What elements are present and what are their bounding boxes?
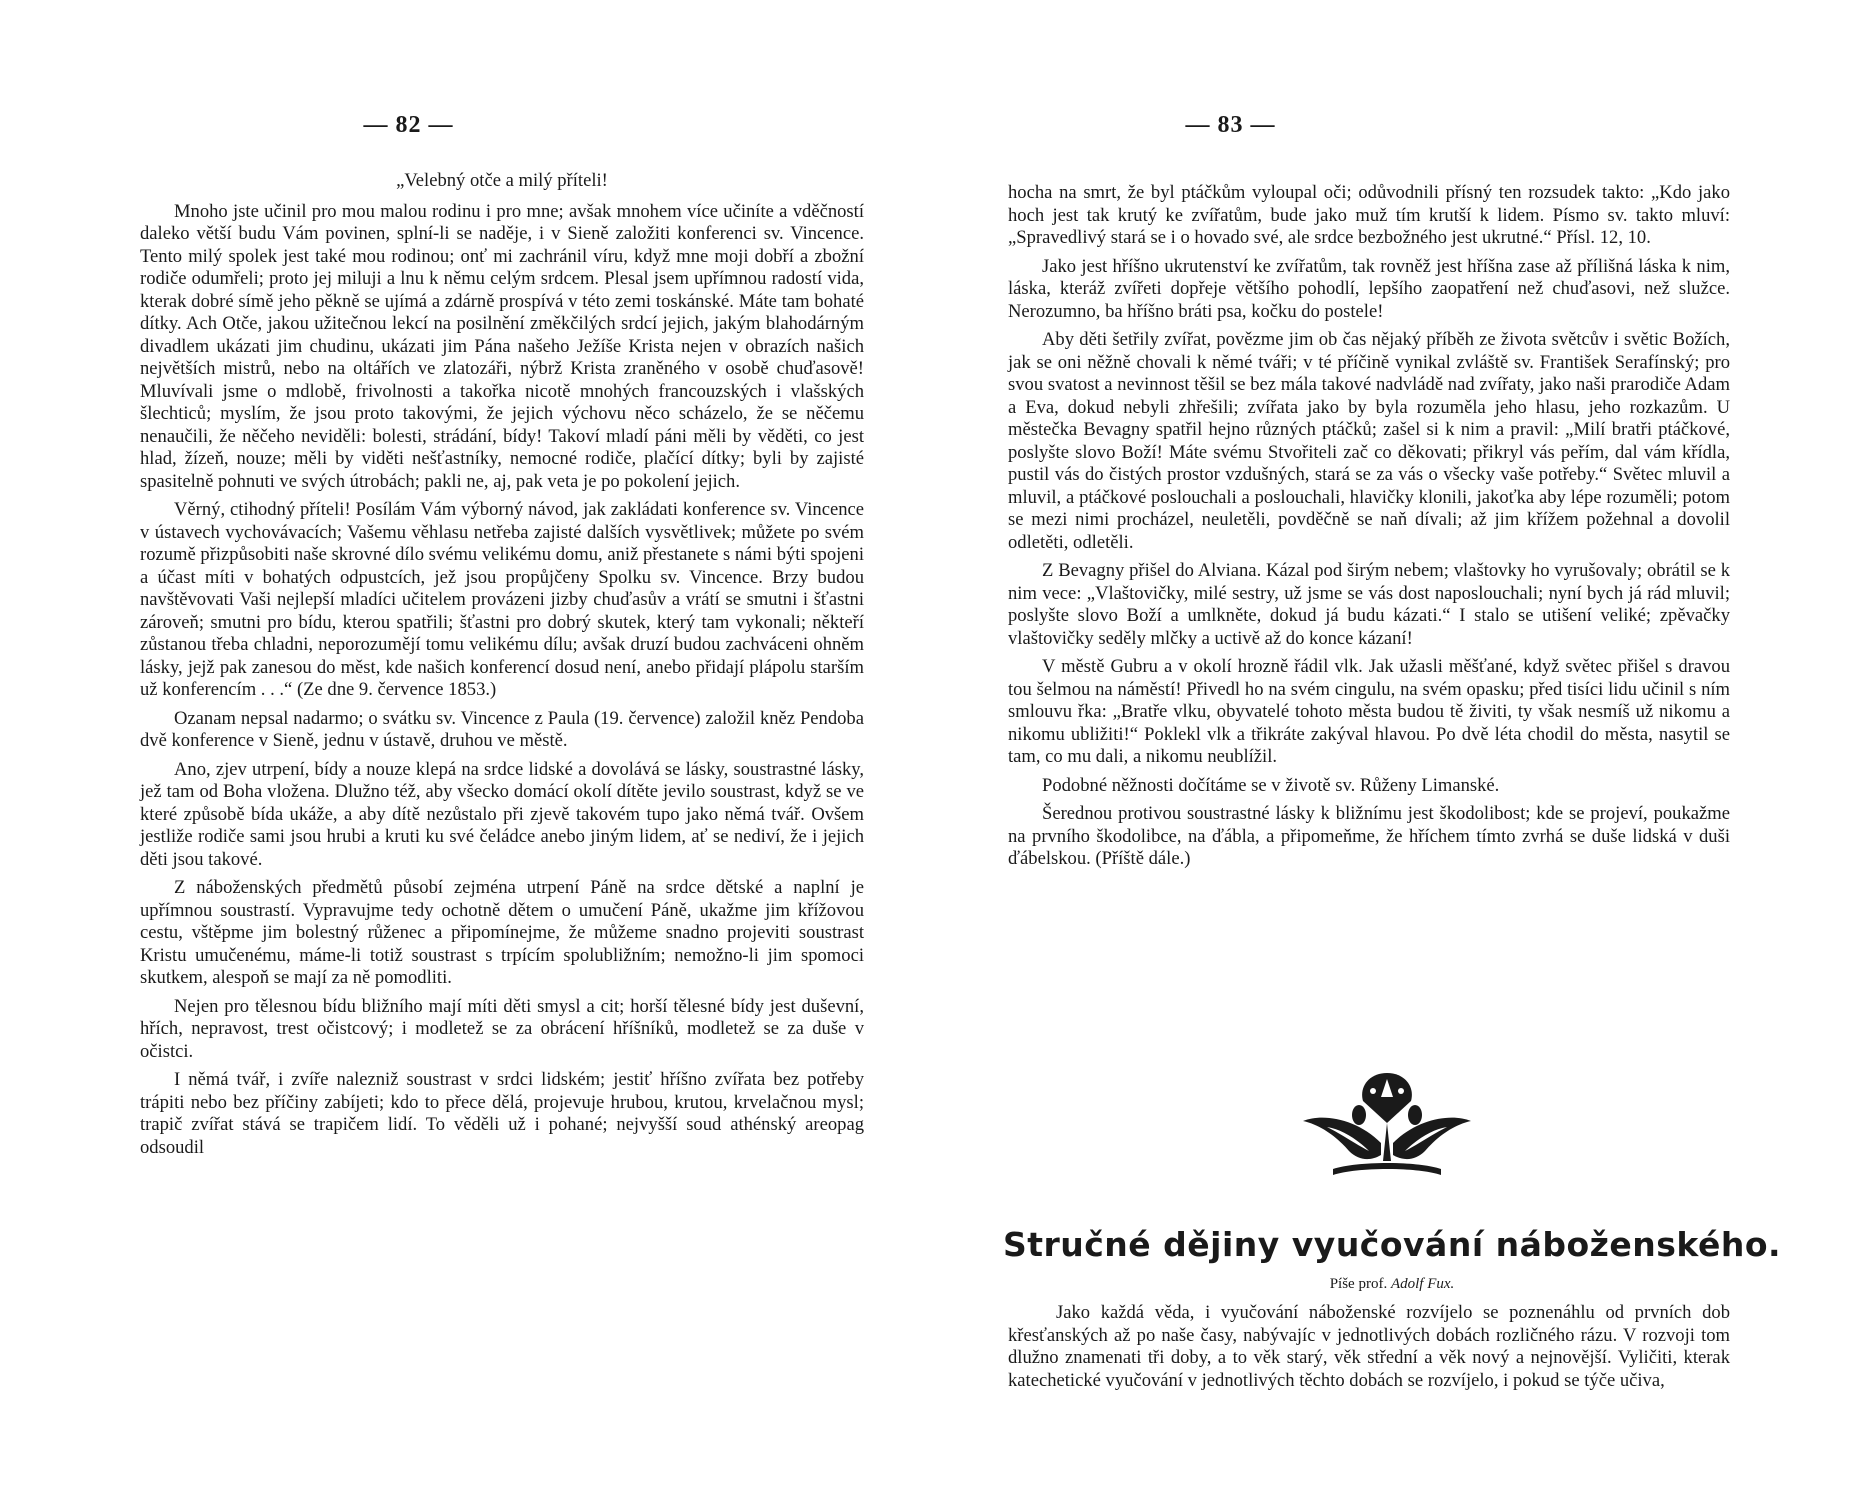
paragraph: Ano, zjev utrpení, bídy a nouze klepá na srdce lidské a dovolává se lásky, soustrastné lásky, jež tam od Boha vložena. Dlužno též, aby všecko domácí okolí dítěte jevilo soustrast, když se ve které způsobě bída ukáže, a aby dítě nezůstalo při zjevě takovém tupo jako němá tvář. Ovšem jestliže rodiče sami jsou hrubi a kruti ku své čeládce anebo jiným lidem, ať se nediví, že i jejich děti jsou takové. <box>140 758 864 870</box>
paragraph: Z Bevagny přišel do Alviana. Kázal pod širým nebem; vlaštovky ho vyrušovaly; obrátil se k nim vece: „Vlaštovičky, milé sestry, už jsme se vás dost naposlouchali; nyní bych já rád mluvil; poslyšte slovo Boží a umlkněte, dokud já budu kázati.“ I stalo se utišení veliké; zpěvačky vlaštovičky seděly mlčky a uctivě až do konce kázaní! <box>1008 560 1730 649</box>
left-text-column <box>140 170 864 1165</box>
letter-salutation: „Velebný otče a milý příteli! <box>396 170 608 191</box>
paragraph: Aby děti šetřily zvířat, povězme jim ob čas nějaký příběh ze života světcův i světic Božích, jak se oni něžně chovali k němé tváři; v té příčině vynikal zvláště sv. František Serafínský; pro svou svatost a nevinnost těšil se bez mála takové nadvládě nad zvířaty, jako naši prarodiče Adam a Eva, dokud nebyli zhřešili; zvířata jako by byla rozuměla jeho hlasu, jeho rozkazům. U městečka Bevagny spatřil hejno různých ptáčků; zašel si k nim a pravil: „Milí bratři ptáčkové, poslyšte slovo Boží! Máte svému Stvořiteli zač co děkovati; přikryl vás peřím, dal vám křídla, pustil vás do čistých prostor vzdušných, stará se za vás o všecky vaše potřeby.“ Světec mluvil a mluvil, a ptáčkové poslouchali a poslouchali, hlavičky klonili, jakoťka aby lépe rozuměli; potom se mezi nimi procházel, neuletěli, povděčně se naň dívali; až jim křížem požehnal a dovolil odletěti, odletěli. <box>1008 329 1730 553</box>
paragraph: V městě Gubru a v okolí hrozně řádil vlk. Jak užasli měšťané, když světec přišel s dravou tou šelmou na náměstí! Přivedl ho na svém cingulu, na svém opasku; před tisíci lidu učinil s ním smlouvu řka: „Bratře vlku, obyvatelé tohoto města budou tě živiti, ty však nesmíš už nikomu a nikomu ubližiti!“ Poklekl vlk a třikráte zakýval hlavou. Po dvě léta chodil do města, nasytil se tam, co mu dali, a nikomu neublížil. <box>1008 656 1730 767</box>
paragraph: Jako jest hříšno ukrutenství ke zvířatům, tak rovněž jest hříšna zase až přílišná láska k nim, láska, kteráž zvířeti dopřeje většího pohodlí, lepšího zaopatření než chuďasovi, než služce. Nerozumno, ba hříšno bráti psa, kočku do postele! <box>1008 255 1730 322</box>
paragraph: Mnoho jste učinil pro mou malou rodinu i pro mne; avšak mnohem více učiníte a vděčností daleko větší budu Vám povinen, splní-li se naděje, i v Sieně založiti konferenci sv. Vincence. Tento milý spolek jest také mou rodinou; onť mi zachránil víru, když mne moji dobří a zbožní rodiče odumřeli; proto jej miluji a lnu k němu celým srdcem. Plesal jsem upřímnou radostí vida, kterak dobré símě jeho pěkně se ujímá a zdárně prospívá v této zemi toskánské. Máte tam bohaté dítky. Ach Otče, jakou užitečnou lekcí na posilnění změkčilých srdcí jejich, jakým blahodárným divadlem ukázati jim chudinu, ukázati jim Pána našeho Ježíše Krista nejen v obrazích našich největších mistrů, nebo na oltářích ve zlatozáři, nýbrž Krista zraněného v osobě chuďasově! Mluvívali jsme o mdlobě, frivolnosti a takořka nicotě mnohých francouzských i vlašských šlechticů; myslím, že jsou proto takovými, že jejich výchovu něco scházelo, že se něčemu nenaučili, že něčeho neviděli: bolesti, strádání, bídy! Takoví mladí páni měli by věděti, co jest hlad, žízeň, nouze; měli by viděti nešťastníky, nemocné rodiče, plačící dítky; byli by zajisté spasitelně pohnuti ve svých útrobách; pakli ne, aj, pak veta je po pokolení jejich. <box>140 200 864 492</box>
right-text-column <box>1008 182 1730 877</box>
right-page <box>927 0 1854 1500</box>
author-name: Adolf Fux. <box>1390 1276 1455 1292</box>
article-author <box>987 1276 1797 1293</box>
paragraph: Z náboženských předmětů působí zejména utrpení Páně na srdce dětské a naplní je upřímnou soustrastí. Vypravujme tedy ochotně dětem o umučení Páně, ukažme jim křížovou cestu, vštěpme jim bolestný růženec a připomínejme, že můžeme snadno projeviti soustrast Kristu umučenému, máme-li totiž soustrast s trpícím spolubližním; nemožno-li jim spomoci skutkem, alespoň se mají za ně pomodliti. <box>140 877 864 988</box>
paragraph: I němá tvář, i zvíře nalezniž soustrast v srdci lidském; jestiť hříšno zvířata bez potřeby trápiti nebo bez příčiny zabíjeti; kdo to přece dělá, projevuje hrubou, krutou, krvelačnou mysl; trapič zvířat stává se trapičem lidí. To věděli už i pohané; nejvyšší soud athénský areopag odsoudil <box>140 1069 864 1158</box>
paragraph: Podobné něžnosti dočítáme se v životě sv. Růženy Limanské. <box>1042 774 1500 796</box>
page-number-right: — 83 — <box>1185 112 1276 138</box>
page-number-left: — 82 — <box>363 112 454 138</box>
paragraph: Ozanam nepsal nadarmo; o svátku sv. Vincence z Paula (19. července) založil kněz Pendoba dvě konference v Sieně, jednu v ústavě, druhou ve městě. <box>140 707 864 751</box>
paragraph: hocha na smrt, že byl ptáčkům vyloupal oči; odůvodnili přísný ten rozsudek takto: „Kdo jako hoch jest tak krutý ke zvířatům, bude jako muž tím krutší k lidem. Písmo sv. takto mluví: „Spravedlivý stará se i o hovado své, ale srdce bezbožného jest ukrutné.“ Přísl. 12, 10. <box>1008 182 1730 248</box>
article-body <box>1008 1302 1730 1392</box>
article-title: Stručné dějiny vyučování náboženského. <box>1002 1225 1782 1264</box>
paragraph: Šerednou protivou soustrastné lásky k bližnímu jest škodolibost; kde se projeví, poukažme na prvního škodolibce, na ďábla, a připomeňme, že hříchem tímto zvrhá se duše lidská v duši ďábelskou. (Příště dále.) <box>1008 803 1730 869</box>
paragraph: Nejen pro tělesnou bídu bližního mají míti děti smysl a cit; horší tělesné bídy jest duševní, hřích, nepravost, trest očistcový; i modletež se za obrácení hříšníků, modletež se za duše v očistci. <box>140 995 864 1062</box>
author-prefix: Píše prof. <box>1329 1276 1388 1292</box>
paragraph: Jako každá věda, i vyučování náboženské rozvíjelo se poznenáhlu od prvních dob křesťanských až po naše časy, nabývajíc v jednotlivých dobách rozličného rázu. V rozvoji tom dlužno znamenati tři doby, a to věk starý, věk střední a věk nový a nejnovější. Vyličiti, kterak katechetické vyučování v jednotlivých těchto dobách se rozvíjelo, i pokud se týče učiva, <box>1008 1302 1730 1391</box>
paragraph: Věrný, ctihodný příteli! Posílám Vám výborný návod, jak zakládati konference sv. Vincence v ústavech vychovávacích; Vašemu věhlasu netřeba zajisté dalších vysvětlivek; můžete po svém rozumě přizpůsobiti naše skrovné dílo svému velikému domu, aniž přestanete s námi býti spojeni a účast míti v bohatých odpustcích, jež jsou propůjčeny Spolku sv. Vincence. Brzy budou navštěvovati Vaši nejlepší mladíci učitelem provázeni jizby chuďasův a vrátí se smutni i šťastni zároveň; smutni pro bídu, kterou spatřili; šťastni pro dobrý skutek, který tam vykonali; někteří zůstanou třeba chladni, neporozumějí tomu velikému dílu; avšak druzí budou zachváceni ohněm lásky, jejž pak zanesou do měst, kde našich konferencí dosud není, anebo přidají plápolu starším už konferencím . . .“ (Ze dne 9. července 1853.) <box>140 499 864 700</box>
floral-ornament-icon <box>1297 1065 1477 1183</box>
